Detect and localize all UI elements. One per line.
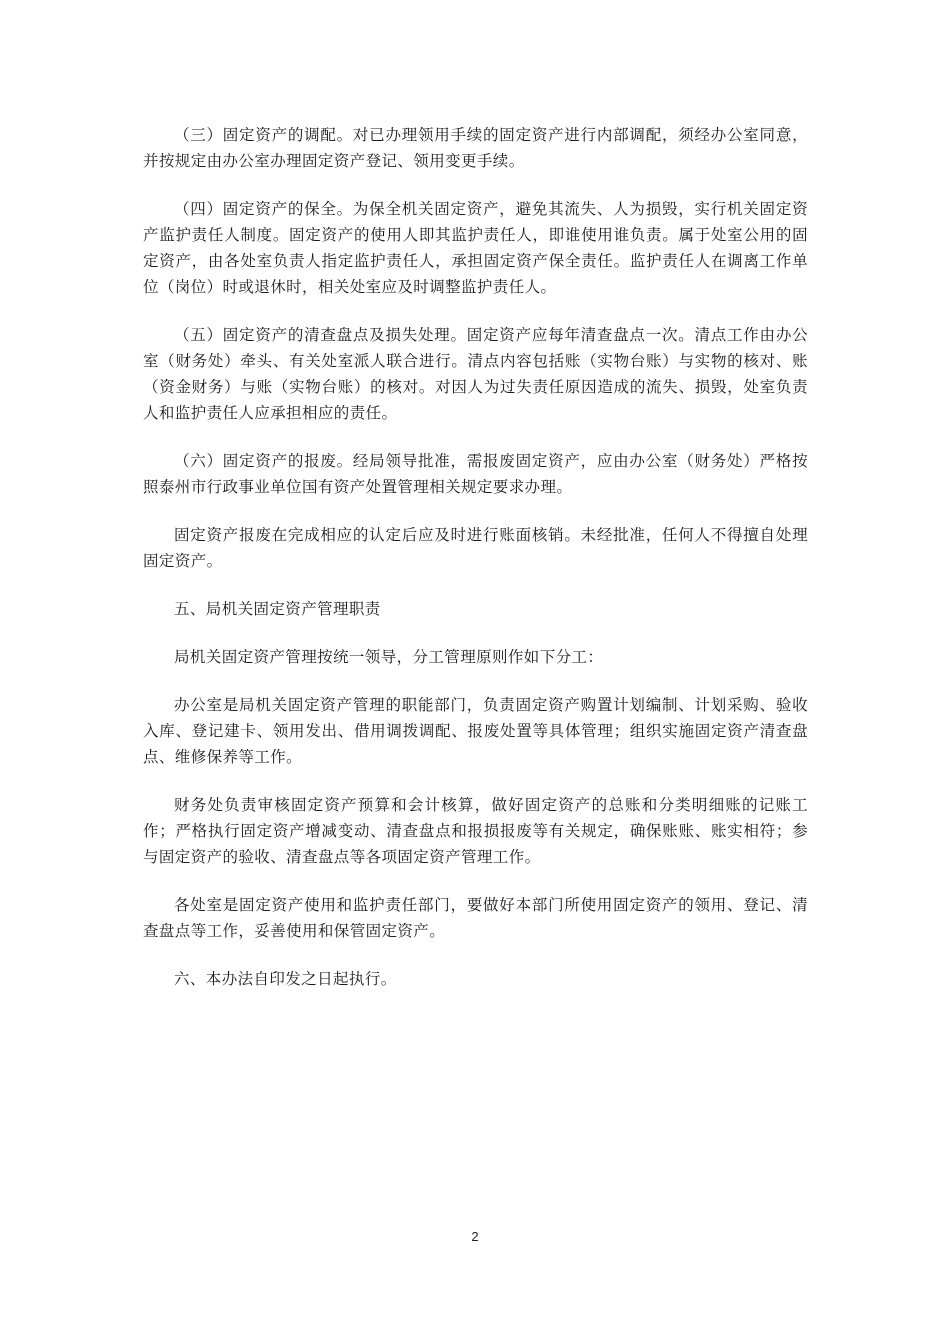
paragraph-division-principle: 局机关固定资产管理按统一领导，分工管理原则作如下分工： bbox=[174, 648, 604, 666]
paragraph-asset-scrapping: （六）固定资产的报废。经局领导批准，需报废固定资产，应由办公室（财务处）严格按照泰州市行政事业单位国有资产处置管理相关规定要求办理。 bbox=[143, 452, 808, 496]
section-heading-effective-date: 六、本办法自印发之日起执行。 bbox=[174, 970, 397, 988]
paragraph-asset-allocation: （三）固定资产的调配。对已办理领用手续的固定资产进行内部调配，须经办公室同意，并按规定由办公室办理固定资产登记、领用变更手续。 bbox=[143, 126, 808, 170]
paragraph-asset-preservation: （四）固定资产的保全。为保全机关固定资产，避免其流失、人为损毁，实行机关固定资产监护责任人制度。固定资产的使用人即其监护责任人，即谁使用谁负责。属于处室公用的固定资产，由各处室负责人指定监护责任人，承担固定资产保全责任。监护责任人在调离工作单位（岗位）时或退休时，相关处室应及时调整监护责任人。 bbox=[143, 200, 808, 296]
document-body bbox=[143, 122, 808, 1014]
page-number: 2 bbox=[471, 1229, 479, 1244]
paragraph-department-duties: 各处室是固定资产使用和监护责任部门，要做好本部门所使用固定资产的领用、登记、清查盘点等工作，妥善使用和保管固定资产。 bbox=[143, 896, 808, 940]
paragraph-finance-duties: 财务处负责审核固定资产预算和会计核算，做好固定资产的总账和分类明细账的记账工作；严格执行固定资产增减变动、清查盘点和报损报废等有关规定，确保账账、账实相符；参与固定资产的验收、清查盘点等各项固定资产管理工作。 bbox=[143, 796, 808, 866]
paragraph-write-off: 固定资产报废在完成相应的认定后应及时进行账面核销。未经批准，任何人不得擅自处理固定资产。 bbox=[143, 526, 808, 570]
paragraph-office-duties: 办公室是局机关固定资产管理的职能部门，负责固定资产购置计划编制、计划采购、验收入库、登记建卡、领用发出、借用调拨调配、报废处置等具体管理；组织实施固定资产清查盘点、维修保养等工作。 bbox=[143, 696, 808, 766]
paragraph-inventory-check: （五）固定资产的清查盘点及损失处理。固定资产应每年清查盘点一次。清点工作由办公室（财务处）牵头、有关处室派人联合进行。清点内容包括账（实物台账）与实物的核对、账（资金财务）与账（实物台账）的核对。对因人为过失责任原因造成的流失、损毁，处室负责人和监护责任人应承担相应的责任。 bbox=[143, 326, 808, 422]
section-heading-responsibilities: 五、局机关固定资产管理职责 bbox=[174, 600, 381, 618]
